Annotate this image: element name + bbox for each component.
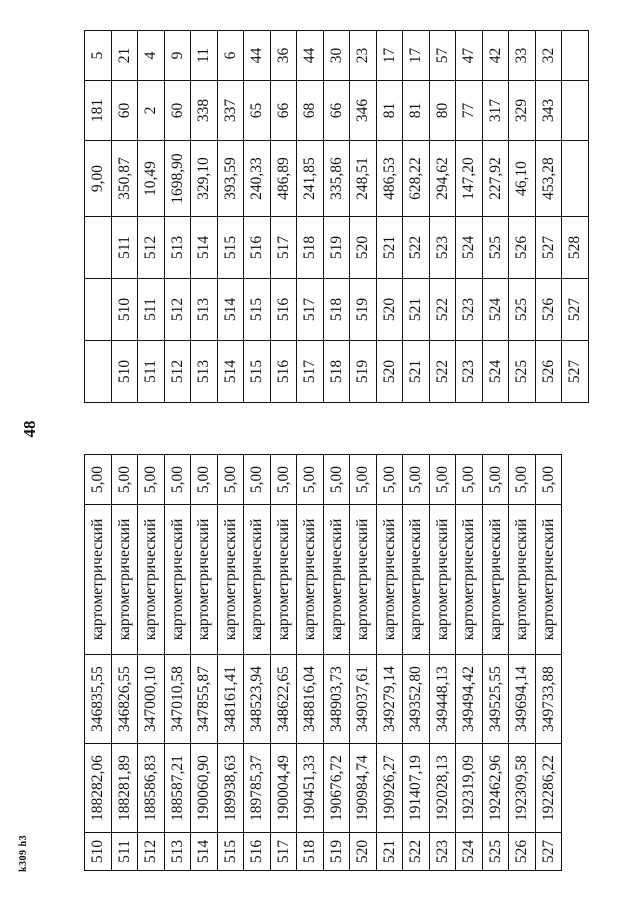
parts-row: [562, 31, 589, 403]
table-cell: 524: [482, 341, 509, 403]
table-cell: 486,53: [376, 141, 403, 217]
table-cell: 191407,19: [403, 744, 430, 833]
parts-row: [297, 31, 324, 403]
table-cell: 5,00: [376, 455, 403, 505]
table-cell: 518: [323, 279, 350, 341]
table-cell: 81: [376, 81, 403, 141]
table-cell: 5,00: [482, 455, 509, 505]
table-cell: 5,00: [111, 455, 138, 505]
table-cell: 1698,90: [164, 141, 191, 217]
table-cell: 11: [191, 31, 218, 81]
coordinates-row: [535, 455, 562, 871]
table-cell: 4: [138, 31, 165, 81]
table-cell: картометрический: [376, 505, 403, 655]
table-cell: 521: [376, 217, 403, 279]
table-cell: 192028,13: [429, 744, 456, 833]
coordinates-row: [138, 455, 165, 871]
table-cell: 348903,73: [323, 655, 350, 744]
table-cell: 515: [217, 217, 244, 279]
table-cell: 349037,61: [350, 655, 377, 744]
parts-row: [164, 31, 191, 403]
coordinates-row: [164, 455, 191, 871]
table-cell: 522: [429, 279, 456, 341]
table-cell: 346835,55: [85, 655, 112, 744]
parts-row: [376, 31, 403, 403]
table-cell: 527: [535, 217, 562, 279]
table-cell: 511: [111, 217, 138, 279]
table-cell: 519: [323, 833, 350, 871]
table-cell: 519: [350, 279, 377, 341]
table-cell: 188586,83: [138, 744, 165, 833]
table-cell: 516: [244, 217, 271, 279]
table-cell: 192309,58: [509, 744, 536, 833]
table-cell: 511: [111, 833, 138, 871]
table-cell: 514: [191, 833, 218, 871]
table-cell: 17: [376, 31, 403, 81]
table-cell: [85, 341, 112, 403]
table-cell: 190451,33: [297, 744, 324, 833]
table-cell: 516: [244, 833, 271, 871]
coordinates-row: [376, 455, 403, 871]
table-cell: 523: [429, 833, 456, 871]
footer-code: k309 h3: [18, 834, 29, 872]
table-cell: 9: [164, 31, 191, 81]
table-cell: 192462,96: [482, 744, 509, 833]
table-cell: 518: [323, 341, 350, 403]
coordinates-row: [456, 455, 483, 871]
coordinates-row: [350, 455, 377, 871]
table-cell: 513: [191, 279, 218, 341]
table-cell: 5: [85, 31, 112, 81]
parts-row: [323, 31, 350, 403]
rotated-content: [12, 24, 612, 884]
table-cell: 188281,89: [111, 744, 138, 833]
table-cell: 5,00: [164, 455, 191, 505]
table-cell: [85, 217, 112, 279]
table-cell: 523: [456, 341, 483, 403]
table-cell: [562, 31, 589, 81]
table-cell: 5,00: [509, 455, 536, 505]
table-cell: 523: [456, 279, 483, 341]
table-cell: 5,00: [403, 455, 430, 505]
table-cell: [85, 279, 112, 341]
table-cell: 346826,55: [111, 655, 138, 744]
table-cell: 628,22: [403, 141, 430, 217]
parts-row: [429, 31, 456, 403]
table-cell: [562, 81, 589, 141]
table-cell: 349494,42: [456, 655, 483, 744]
table-cell: 36: [270, 31, 297, 81]
table-cell: 30: [323, 31, 350, 81]
parts-row: [456, 31, 483, 403]
table-cell: 5,00: [217, 455, 244, 505]
table-cell: 329: [509, 81, 536, 141]
table-cell: картометрический: [191, 505, 218, 655]
table-cell: картометрический: [429, 505, 456, 655]
table-cell: картометрический: [482, 505, 509, 655]
coordinates-row: [85, 455, 112, 871]
table-cell: 527: [562, 279, 589, 341]
table-cell: 519: [323, 217, 350, 279]
coordinates-row: [509, 455, 536, 871]
table-cell: 347000,10: [138, 655, 165, 744]
table-cell: 520: [350, 833, 377, 871]
table-cell: 347010,58: [164, 655, 191, 744]
table-cell: 77: [456, 81, 483, 141]
table-cell: 512: [164, 279, 191, 341]
table-cell: 47: [456, 31, 483, 81]
table-cell: 486,89: [270, 141, 297, 217]
table-cell: картометрический: [111, 505, 138, 655]
table-cell: картометрический: [270, 505, 297, 655]
table-cell: 524: [456, 833, 483, 871]
table-cell: 181: [85, 81, 112, 141]
parts-row: [244, 31, 271, 403]
table-cell: 514: [217, 279, 244, 341]
table-cell: 190984,74: [350, 744, 377, 833]
table-cell: картометрический: [509, 505, 536, 655]
coordinates-row: [270, 455, 297, 871]
table-cell: 525: [482, 217, 509, 279]
parts-row: [138, 31, 165, 403]
table-cell: 241,85: [297, 141, 324, 217]
table-cell: 524: [482, 279, 509, 341]
table-cell: 23: [350, 31, 377, 81]
table-cell: 81: [403, 81, 430, 141]
table-cell: картометрический: [138, 505, 165, 655]
table-cell: 5,00: [244, 455, 271, 505]
table-cell: 147,20: [456, 141, 483, 217]
table-cell: 32: [535, 31, 562, 81]
table-cell: картометрический: [535, 505, 562, 655]
table-cell: 521: [403, 279, 430, 341]
table-cell: 57: [429, 31, 456, 81]
table-cell: 347855,87: [191, 655, 218, 744]
table-cell: картометрический: [217, 505, 244, 655]
table-cell: 513: [191, 341, 218, 403]
parts-row: [85, 31, 112, 403]
table-cell: 526: [535, 341, 562, 403]
table-cell: 525: [509, 341, 536, 403]
table-cell: 522: [403, 217, 430, 279]
table-cell: 526: [509, 217, 536, 279]
table-cell: [562, 141, 589, 217]
table-cell: 190926,27: [376, 744, 403, 833]
table-cell: 517: [297, 279, 324, 341]
table-cell: 393,59: [217, 141, 244, 217]
parts-row: [350, 31, 377, 403]
table-cell: 511: [138, 341, 165, 403]
table-cell: 190004,49: [270, 744, 297, 833]
table-cell: картометрический: [164, 505, 191, 655]
table-cell: 349448,13: [429, 655, 456, 744]
coordinates-row: [323, 455, 350, 871]
coordinates-table: [84, 454, 562, 871]
table-cell: 338: [191, 81, 218, 141]
table-cell: 188587,21: [164, 744, 191, 833]
table-cell: 6: [217, 31, 244, 81]
table-cell: 523: [429, 217, 456, 279]
table-cell: 60: [111, 81, 138, 141]
table-cell: 349279,14: [376, 655, 403, 744]
table-cell: 520: [376, 279, 403, 341]
coordinates-row: [244, 455, 271, 871]
table-cell: 522: [403, 833, 430, 871]
table-cell: 348523,94: [244, 655, 271, 744]
table-cell: 516: [270, 341, 297, 403]
table-cell: 350,87: [111, 141, 138, 217]
table-cell: 5,00: [85, 455, 112, 505]
table-cell: картометрический: [297, 505, 324, 655]
table-cell: 528: [562, 217, 589, 279]
table-cell: 515: [244, 341, 271, 403]
table-cell: 66: [323, 81, 350, 141]
table-cell: 527: [535, 833, 562, 871]
table-cell: 5,00: [456, 455, 483, 505]
table-cell: 526: [535, 279, 562, 341]
table-cell: 5,00: [323, 455, 350, 505]
page-number: 48: [20, 420, 39, 438]
table-cell: картометрический: [350, 505, 377, 655]
table-cell: 317: [482, 81, 509, 141]
table-cell: 5,00: [429, 455, 456, 505]
table-cell: картометрический: [244, 505, 271, 655]
table-cell: 517: [270, 833, 297, 871]
table-cell: 248,51: [350, 141, 377, 217]
table-cell: 524: [456, 217, 483, 279]
coordinates-row: [429, 455, 456, 871]
coordinates-row: [191, 455, 218, 871]
table-cell: 349352,80: [403, 655, 430, 744]
parts-row: [191, 31, 218, 403]
table-cell: 343: [535, 81, 562, 141]
coordinates-row: [482, 455, 509, 871]
table-cell: 521: [376, 833, 403, 871]
table-cell: 21: [111, 31, 138, 81]
table-cell: 511: [138, 279, 165, 341]
table-cell: 188282,06: [85, 744, 112, 833]
table-cell: 512: [138, 217, 165, 279]
table-cell: 80: [429, 81, 456, 141]
table-cell: 520: [376, 341, 403, 403]
table-cell: 5,00: [350, 455, 377, 505]
table-cell: 510: [111, 341, 138, 403]
table-cell: 526: [509, 833, 536, 871]
table-cell: 5,00: [191, 455, 218, 505]
table-cell: 192286,22: [535, 744, 562, 833]
table-cell: 335,86: [323, 141, 350, 217]
table-cell: 349525,55: [482, 655, 509, 744]
parts-row: [217, 31, 244, 403]
table-cell: 2: [138, 81, 165, 141]
table-cell: 527: [562, 341, 589, 403]
table-cell: 348161,41: [217, 655, 244, 744]
table-cell: 5,00: [297, 455, 324, 505]
table-cell: 337: [217, 81, 244, 141]
table-cell: 60: [164, 81, 191, 141]
table-cell: 10,49: [138, 141, 165, 217]
table-cell: 518: [297, 217, 324, 279]
table-cell: 525: [509, 279, 536, 341]
coordinates-row: [111, 455, 138, 871]
table-cell: 33: [509, 31, 536, 81]
coordinates-row: [297, 455, 324, 871]
table-cell: 514: [191, 217, 218, 279]
table-cell: 520: [350, 217, 377, 279]
table-cell: 5,00: [535, 455, 562, 505]
table-cell: 189785,37: [244, 744, 271, 833]
table-cell: 514: [217, 341, 244, 403]
table-cell: 346: [350, 81, 377, 141]
table-cell: 17: [403, 31, 430, 81]
table-cell: 192319,09: [456, 744, 483, 833]
table-cell: 348816,04: [297, 655, 324, 744]
table-cell: 525: [482, 833, 509, 871]
table-cell: картометрический: [403, 505, 430, 655]
table-cell: 294,62: [429, 141, 456, 217]
table-cell: картометрический: [323, 505, 350, 655]
table-cell: 349733,88: [535, 655, 562, 744]
table-cell: 521: [403, 341, 430, 403]
table-cell: 46,10: [509, 141, 536, 217]
table-cell: 518: [297, 833, 324, 871]
table-cell: 44: [297, 31, 324, 81]
parts-table: [84, 30, 589, 403]
parts-row: [535, 31, 562, 403]
table-cell: 5,00: [138, 455, 165, 505]
table-cell: 9,00: [85, 141, 112, 217]
table-cell: 453,28: [535, 141, 562, 217]
table-cell: 227,92: [482, 141, 509, 217]
table-cell: 516: [270, 279, 297, 341]
coordinates-row: [217, 455, 244, 871]
table-cell: 510: [85, 833, 112, 871]
table-cell: 512: [138, 833, 165, 871]
table-cell: 44: [244, 31, 271, 81]
table-cell: 512: [164, 341, 191, 403]
table-cell: 68: [297, 81, 324, 141]
table-cell: 519: [350, 341, 377, 403]
table-cell: 42: [482, 31, 509, 81]
table-cell: 190676,72: [323, 744, 350, 833]
table-cell: 515: [244, 279, 271, 341]
table-cell: 513: [164, 833, 191, 871]
table-cell: 65: [244, 81, 271, 141]
table-cell: 189938,63: [217, 744, 244, 833]
parts-row: [270, 31, 297, 403]
parts-row: [403, 31, 430, 403]
table-cell: 513: [164, 217, 191, 279]
table-cell: 510: [111, 279, 138, 341]
table-cell: 190060,90: [191, 744, 218, 833]
table-cell: 515: [217, 833, 244, 871]
coordinates-row: [403, 455, 430, 871]
parts-row: [111, 31, 138, 403]
table-cell: 517: [270, 217, 297, 279]
table-cell: 517: [297, 341, 324, 403]
parts-row: [509, 31, 536, 403]
table-cell: 522: [429, 341, 456, 403]
table-cell: 349694,14: [509, 655, 536, 744]
table-cell: 348622,65: [270, 655, 297, 744]
table-cell: 240,33: [244, 141, 271, 217]
table-cell: 5,00: [270, 455, 297, 505]
table-cell: 66: [270, 81, 297, 141]
table-cell: 329,10: [191, 141, 218, 217]
parts-row: [482, 31, 509, 403]
table-cell: картометрический: [85, 505, 112, 655]
table-cell: картометрический: [456, 505, 483, 655]
